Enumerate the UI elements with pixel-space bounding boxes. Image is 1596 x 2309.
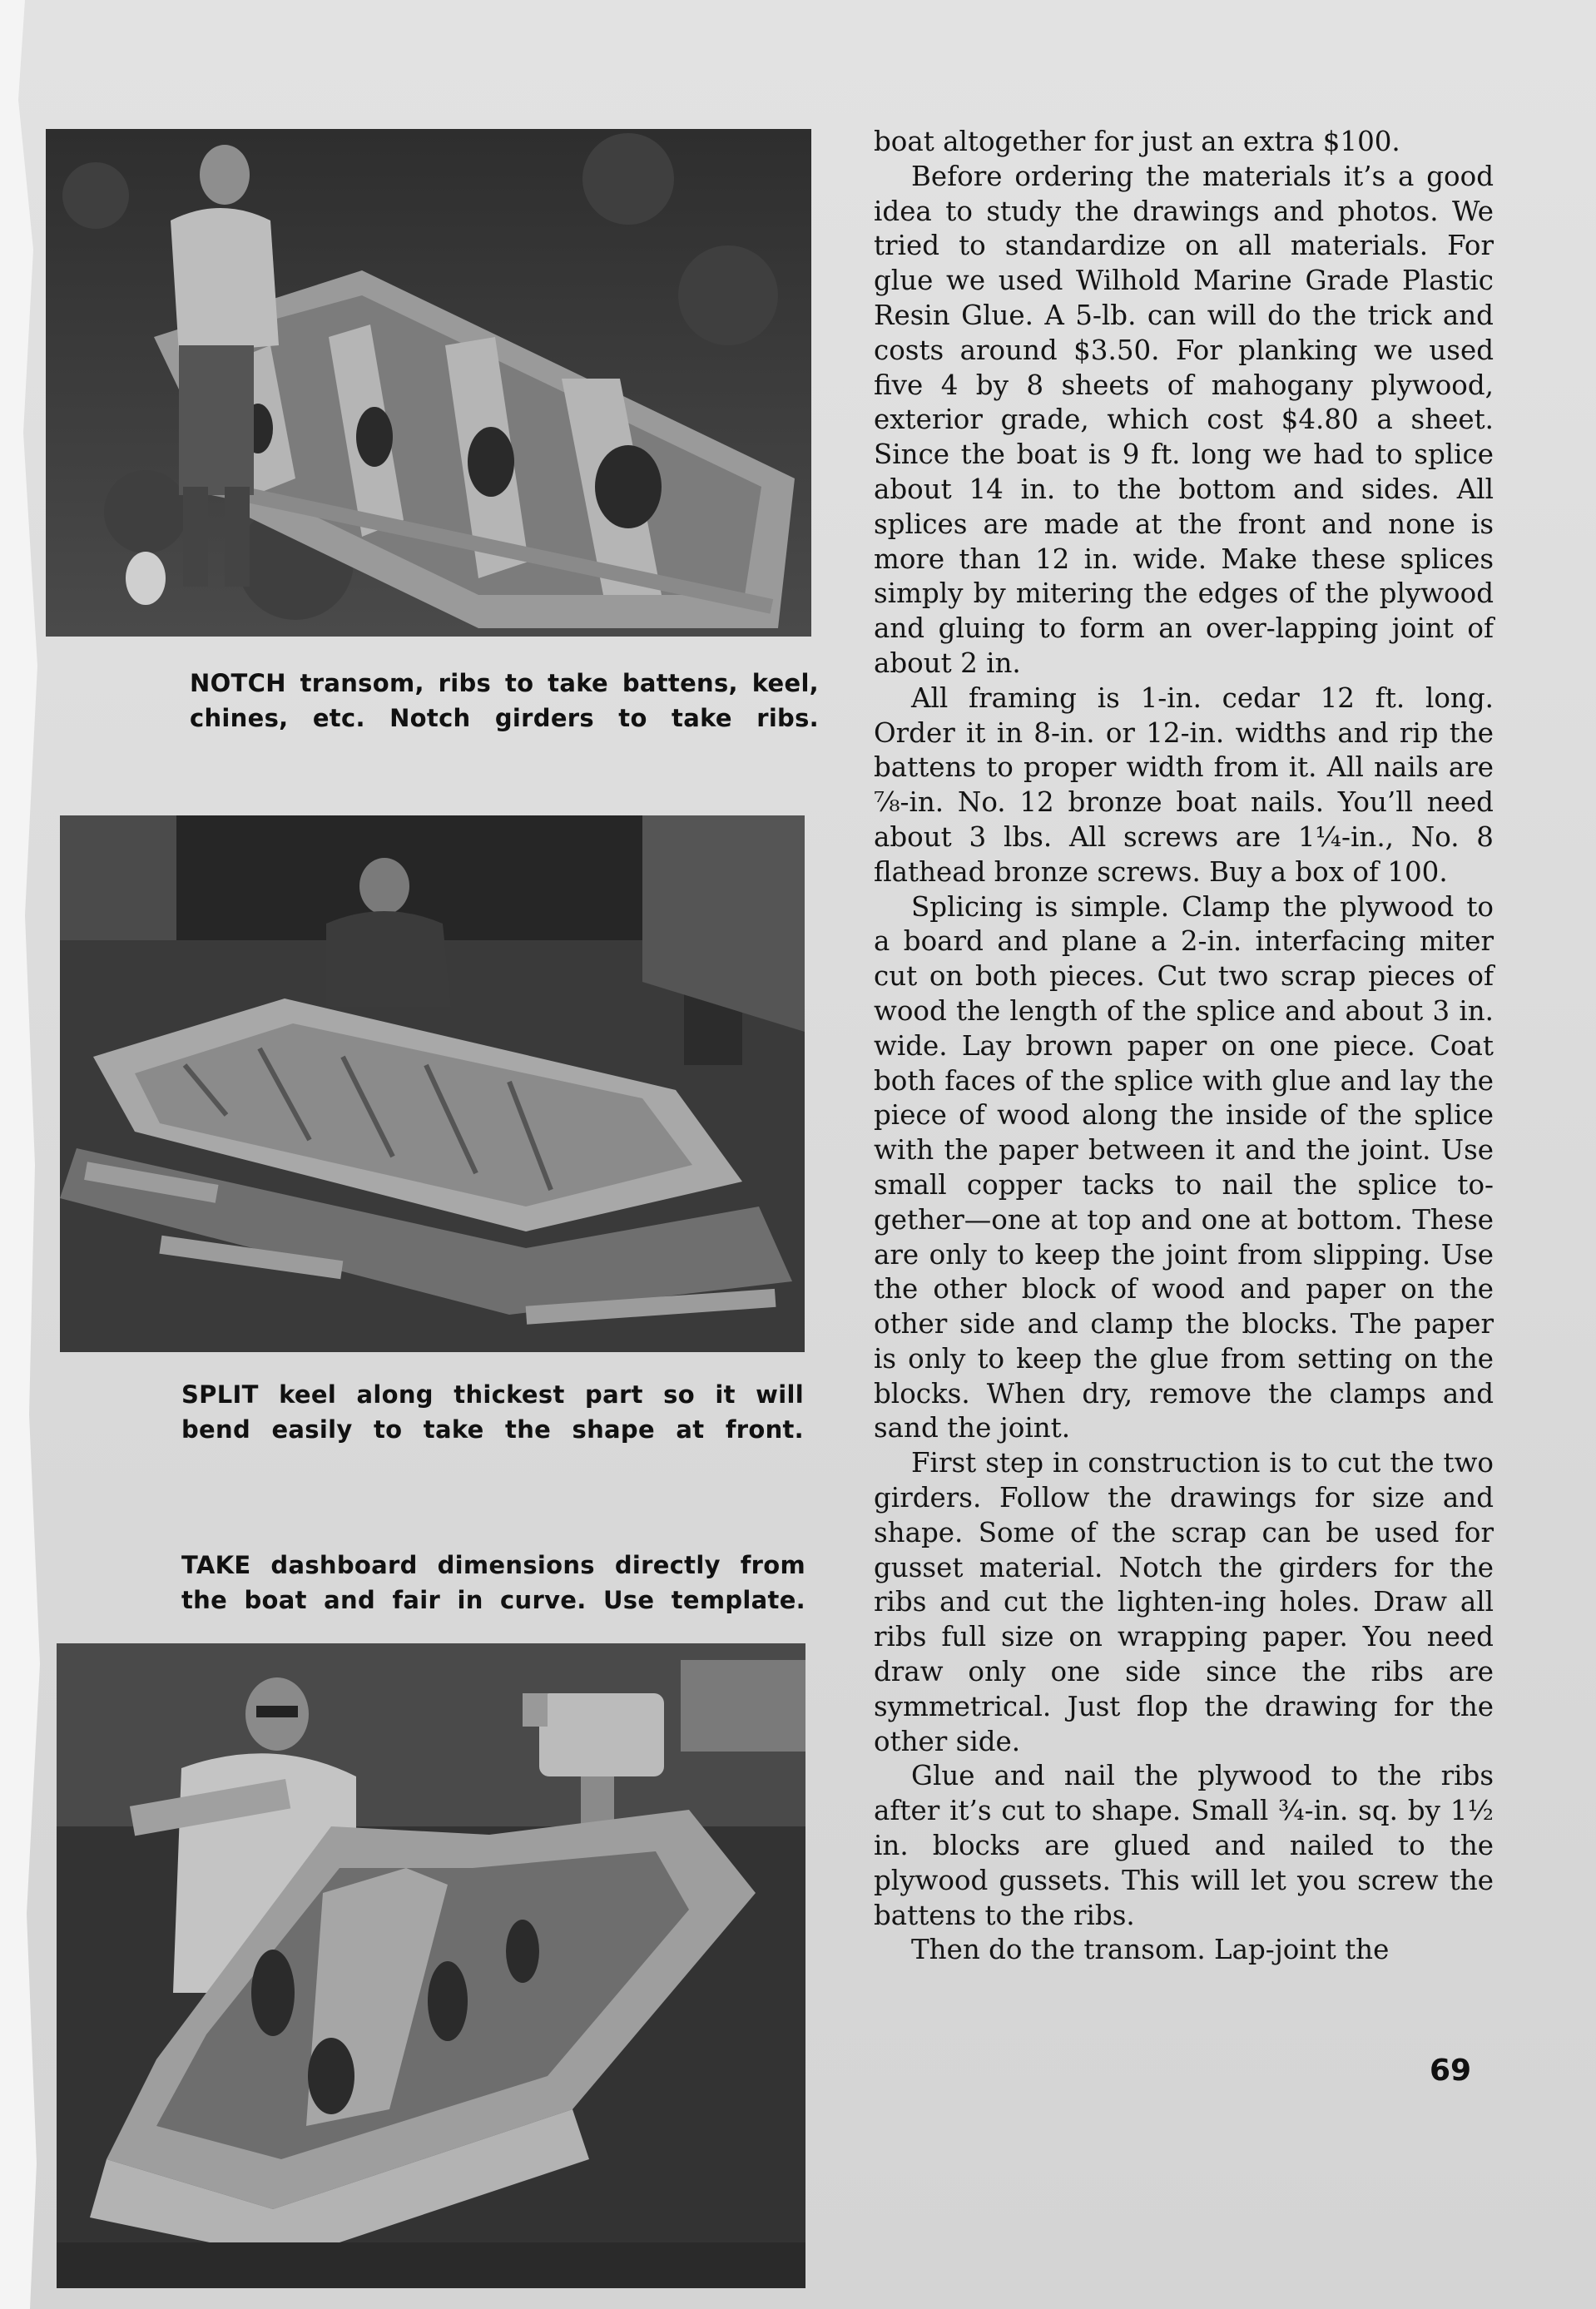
body-paragraph: boat altogether for just an extra $100. xyxy=(874,126,1400,157)
page-number: 69 xyxy=(1430,2054,1472,2088)
caption-take xyxy=(181,1548,805,1618)
body-paragraph: All framing is 1-in. cedar 12 ft. long. Order it in 8-in. or 12-in. widths and rip the battens to proper width from it. All nails are ⅞-in. No. 12 bronze boat nails. You’ll need about 3 lbs. All screws are 1¼-in., No. 8 flathead bronze screws. Buy a box of 100. xyxy=(874,681,1494,888)
caption-take-line2: the boat and fair in curve. Use template. xyxy=(181,1586,805,1614)
caption-notch-lead: NOTCH xyxy=(190,669,286,697)
caption-notch xyxy=(190,666,819,736)
caption-take-lead: TAKE xyxy=(181,1551,251,1579)
caption-split-lead: SPLIT xyxy=(181,1380,259,1409)
caption-split-line1: keel along thickest part so it will xyxy=(258,1380,804,1409)
body-paragraph: Glue and nail the plywood to the ribs after it’s cut to shape. Small ¾-in. sq. by 1½ in. blocks are glued and nailed to the plywood gussets. This will let you screw the battens to the ribs. xyxy=(874,1760,1494,1931)
torn-edge xyxy=(0,0,46,2309)
caption-split xyxy=(181,1377,804,1447)
photo-man-with-outboard-boat-icon xyxy=(57,1643,805,2288)
body-paragraph: First step in construction is to cut the two girders. Follow the drawings for size and shape. Some of the scrap can be used for gusset material. Notch the girders for the ribs and cut the lighten-ing holes. Draw all ribs full size on wrapping paper. You need draw only one side since the ribs are symmetrical. Just flop the drawing for the other side. xyxy=(874,1447,1494,1757)
body-paragraph: Splicing is simple. Clamp the plywood to a board and plane a 2-in. interfacing miter cut on both pieces. Cut two scrap pieces of wood the length of the splice and about 3 in. wide. Lay brown paper on one piece. Coat both faces of the splice with glue and lay the piece of wood along the inside of the splice with the paper between it and the joint. Use small copper tacks to nail the splice to-gether—one at top and one at bottom. These are only to keep the joint from slipping. Use the other block of wood and paper on the other side and clamp the blocks. The paper is only to keep the glue from setting on the blocks. When dry, remove the clamps and sand the joint. xyxy=(874,890,1494,1444)
caption-notch-line2: chines, etc. Notch girders to take ribs. xyxy=(190,704,819,732)
photo-man-notching-frame-icon xyxy=(46,129,811,637)
dashboard-photo xyxy=(57,1643,805,2288)
body-paragraph: Then do the transom. Lap-joint the xyxy=(911,1934,1390,1966)
keel-photo xyxy=(60,815,805,1352)
body-paragraph: Before ordering the materials it’s a good idea to study the drawings and photos. We tried to standardize on all materials. For glue we used Wilhold Marine Grade Plastic Resin Glue. A 5-lb. can will do the trick and costs around $3.50. For planking we used five 4 by 8 sheets of mahogany plywood, exterior grade, which cost $4.80 a sheet. Since the boat is 9 ft. long we had to splice about 14 in. to the bottom and sides. All splices are made at the front and none is more than 12 in. wide. Make these splices simply by mitering the edges of the plywood and gluing to form an over-lapping joint of about 2 in. xyxy=(874,160,1494,679)
caption-notch-line1: transom, ribs to take battens, keel, xyxy=(285,669,819,697)
article-body xyxy=(874,125,1494,1968)
boat-frame-photo xyxy=(46,129,811,637)
caption-split-line2: bend easily to take the shape at front. xyxy=(181,1415,804,1444)
caption-take-line1: dashboard dimensions directly from xyxy=(250,1551,805,1579)
photo-man-on-boat-hull-icon xyxy=(60,815,805,1352)
